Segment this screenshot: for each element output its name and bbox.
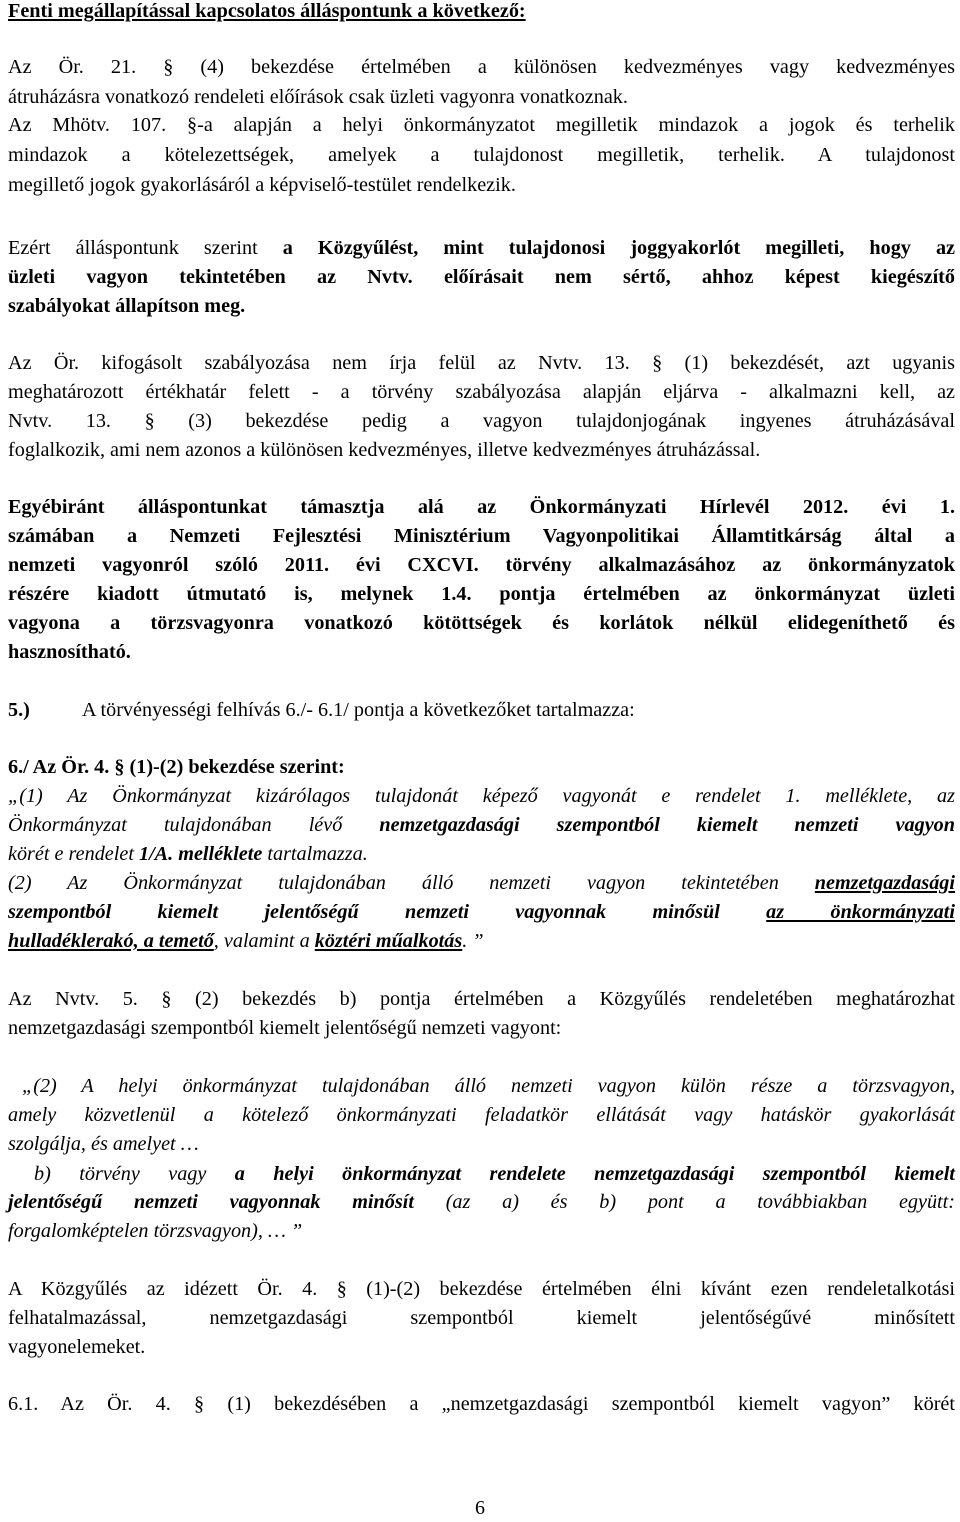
paragraph-1-line-1: Az Ör. 21. § (4) bekezdése értelmében a különösen kedvezményes vagy kedvezményes xyxy=(8,56,955,78)
paragraph-7-line-1: 6.1. Az Ör. 4. § (1) bekezdésében a „nemzetgazdasági szempontból kiemelt vagyon” körét xyxy=(8,1393,955,1415)
quote-2-line-3-a: hulladéklerakó, a temető xyxy=(8,930,214,952)
quote-3-line-1: „(2) A helyi önkormányzat tulajdonában álló nemzeti vagyon külön része a törzsvagyon, xyxy=(22,1075,955,1097)
quote-2-line-2-b: az önkormányzati xyxy=(766,901,955,923)
section-6-title: 6./ Az Ör. 4. § (1)-(2) bekezdése szerint: xyxy=(8,756,345,778)
paragraph-1-line-4: mindazok a kötelezettségek, amelyek a tulajdonost megilletik, terhelik. A tulajdonost xyxy=(8,144,955,166)
paragraph-1-line-5: megillető jogok gyakorlásáról a képviselő-testület rendelkezik. xyxy=(8,174,516,196)
paragraph-6-line-1: A Közgyűlés az idézett Ör. 4. § (1)-(2) bekezdése értelmében élni kívánt ezen rendeletalkotási xyxy=(8,1278,955,1300)
quote-1-line-2-bold: nemzetgazdasági szempontból kiemelt nemzeti vagyon xyxy=(379,814,955,836)
quote-3-line-4-a: b) törvény vagy xyxy=(34,1163,235,1185)
paragraph-1-line-3: Az Mhötv. 107. §-a alapján a helyi önkormányzatot megilletik mindazok a jogok és terhelik xyxy=(8,114,955,136)
paragraph-4-line-6: hasznosítható. xyxy=(8,641,131,663)
paragraph-4-line-2: számában a Nemzeti Fejlesztési Minisztérium Vagyonpolitikai Államtitkárság által a xyxy=(8,525,955,547)
quote-2-line-3-b: , valamint a xyxy=(213,930,315,952)
quote-3-line-4-b: a helyi önkormányzat rendelete nemzetgazdasági szempontból kiemelt xyxy=(234,1163,955,1185)
quote-2-line-3 xyxy=(8,928,955,954)
paragraph-2-line-2: üzleti vagyon tekintetében az Nvtv. előírásait nem sértő, ahhoz képest kiegészítő xyxy=(8,266,955,288)
quote-2-line-1-b: nemzetgazdasági xyxy=(814,872,955,894)
quote-1-line-1: „(1) Az Önkormányzat kizárólagos tulajdonát képező vagyonát e rendelet 1. melléklete, az xyxy=(8,785,955,807)
paragraph-4-line-3: nemzeti vagyonról szóló 2011. évi CXCVI. törvény alkalmazásához az önkormányzatok xyxy=(8,554,955,576)
page-number: 6 xyxy=(475,1497,485,1519)
quote-1-line-2-plain: Önkormányzat tulajdonában lévő xyxy=(8,814,380,836)
paragraph-4-line-5: vagyona a törzsvagyonra vonatkozó kötöttségek és korlátok nélkül elidegeníthető és xyxy=(8,612,955,634)
section-5-line xyxy=(8,697,955,723)
paragraph-6-line-3: vagyonelemeket. xyxy=(8,1336,146,1358)
paragraph-2-lead: Ezért álláspontunk szerint xyxy=(8,237,283,259)
quote-2-line-2-a: szempontból kiemelt jelentőségű nemzeti vagyonnak minősül xyxy=(8,901,767,923)
paragraph-3-line-4: foglalkozik, ami nem azonos a különösen kedvezményes, illetve kedvezményes átruházással. xyxy=(8,439,761,461)
section-5-text: A törvényességi felhívás 6./- 6.1/ pontja a következőket tartalmazza: xyxy=(82,699,635,721)
paragraph-2-line-1 xyxy=(8,235,955,261)
quote-3-line-6: forgalomképtelen törzsvagyon), … ” xyxy=(8,1220,303,1242)
paragraph-4-line-1: Egyébiránt álláspontunkat támasztja alá az Önkormányzati Hírlevél 2012. évi 1. xyxy=(8,496,955,518)
quote-2-line-1 xyxy=(8,870,955,896)
quote-3-line-5 xyxy=(8,1189,955,1215)
quote-2-line-3-d: . ” xyxy=(462,930,484,952)
quote-1-line-3-a: körét e rendelet xyxy=(8,843,139,865)
paragraph-5-line-1: Az Nvtv. 5. § (2) bekezdés b) pontja értelmében a Közgyűlés rendeletében meghatározhat xyxy=(8,988,955,1010)
quote-2-line-3-c: köztéri műalkotás xyxy=(314,930,463,952)
quote-3-line-2: amely közvetlenül a kötelező önkormányzati feladatkör ellátását vagy hatáskör gyakorlását xyxy=(8,1104,955,1126)
quote-1-line-2 xyxy=(8,812,955,838)
paragraph-2-line-3: szabályokat állapítson meg. xyxy=(8,295,246,317)
quote-1-line-3-c: tartalmazza. xyxy=(262,843,368,865)
section-5-number: 5.) xyxy=(8,699,30,721)
quote-1-line-3 xyxy=(8,841,955,867)
quote-1-line-3-b: 1/A. melléklete xyxy=(138,843,263,865)
quote-3-line-5-a: jelentőségű nemzeti vagyonnak minősít xyxy=(8,1191,414,1213)
section-heading: Fenti megállapítással kapcsolatos álláspontunk a következő: xyxy=(8,0,526,22)
paragraph-4-line-4: részére kiadott útmutató is, melynek 1.4. pontja értelmében az önkormányzat üzleti xyxy=(8,583,955,605)
paragraph-3-line-2: meghatározott értékhatár felett - a törvény szabályozása alapján eljárva - alkalmazni kell, az xyxy=(8,381,955,403)
paragraph-3-line-1: Az Ör. kifogásolt szabályozása nem írja felül az Nvtv. 13. § (1) bekezdését, azt ugyanis xyxy=(8,352,955,374)
paragraph-5-line-2: nemzetgazdasági szempontból kiemelt jelentőségű nemzeti vagyont: xyxy=(8,1017,562,1039)
paragraph-6-line-2: felhatalmazással, nemzetgazdasági szempontból kiemelt jelentőségűvé minősített xyxy=(8,1307,955,1329)
quote-3-line-3: szolgálja, és amelyet … xyxy=(8,1133,199,1155)
paragraph-2-bold-1: a Közgyűlést, mint tulajdonosi joggyakorlót megilleti, hogy az xyxy=(282,237,955,259)
paragraph-3-line-3: Nvtv. 13. § (3) bekezdése pedig a vagyon tulajdonjogának ingyenes átruházásával xyxy=(8,410,955,432)
quote-2-line-1-a: (2) Az Önkormányzat tulajdonában álló nemzeti vagyon tekintetében xyxy=(8,872,815,894)
quote-3-line-4 xyxy=(34,1161,955,1187)
paragraph-1-line-2: átruházásra vonatkozó rendeleti előírások csak üzleti vagyonra vonatkoznak. xyxy=(8,86,628,108)
quote-2-line-2 xyxy=(8,899,955,925)
quote-3-line-5-b: (az a) és b) pont a továbbiakban együtt: xyxy=(413,1191,955,1213)
